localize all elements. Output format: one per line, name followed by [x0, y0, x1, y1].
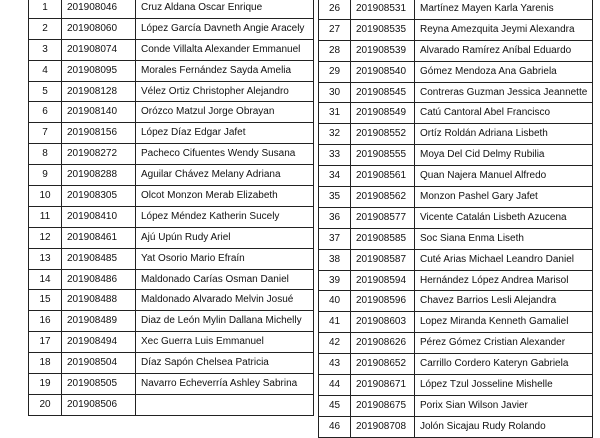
row-number: 20: [29, 394, 62, 415]
student-id: 201908486: [62, 269, 136, 290]
table-row: [29, 186, 314, 207]
row-number: 2: [29, 18, 62, 39]
student-name: Contreras Guzman Jessica Jeannette: [415, 82, 593, 103]
table-row: [29, 0, 314, 18]
student-id: 201908461: [62, 227, 136, 248]
table-row: [319, 19, 593, 40]
student-name: Pacheco Cifuentes Wendy Susana: [136, 144, 314, 165]
student-name: Vélez Ortiz Christopher Alejandro: [136, 81, 314, 102]
table-row: [29, 165, 314, 186]
table-row: [29, 374, 314, 395]
row-number: 15: [29, 290, 62, 311]
row-number: 10: [29, 186, 62, 207]
student-name: Aguilar Chávez Melany Adriana: [136, 165, 314, 186]
table-row: [319, 291, 593, 312]
table-row: [29, 332, 314, 353]
table-row: [319, 145, 593, 166]
student-name: López García Davneth Angie Aracely: [136, 18, 314, 39]
student-id: 201908095: [62, 60, 136, 81]
student-id: 201908596: [351, 291, 415, 312]
row-number: 17: [29, 332, 62, 353]
table-row: [29, 269, 314, 290]
table-row: [319, 375, 593, 396]
student-name: Quan Najera Manuel Alfredo: [415, 166, 593, 187]
student-name: Hernández López Andrea Marisol: [415, 270, 593, 291]
row-number: 34: [319, 166, 351, 187]
student-id: 201908504: [62, 353, 136, 374]
row-number: 19: [29, 374, 62, 395]
student-id: 201908410: [62, 206, 136, 227]
student-id: 201908671: [351, 375, 415, 396]
row-number: 28: [319, 40, 351, 61]
row-number: 35: [319, 187, 351, 208]
student-id: 201908539: [351, 40, 415, 61]
student-id: 201908577: [351, 207, 415, 228]
table-row: [319, 40, 593, 61]
student-name: Catú Cantoral Abel Francisco: [415, 103, 593, 124]
student-id: 201908489: [62, 311, 136, 332]
row-number: 44: [319, 375, 351, 396]
student-id: 201908046: [62, 0, 136, 18]
student-name: Moya Del Cid Delmy Rubilia: [415, 145, 593, 166]
student-name: Díaz Sapón Chelsea Patricia: [136, 353, 314, 374]
table-row: [29, 248, 314, 269]
student-name: Ortíz Roldán Adriana Lisbeth: [415, 124, 593, 145]
student-id: 201908562: [351, 187, 415, 208]
row-number: 37: [319, 228, 351, 249]
table-row: [319, 187, 593, 208]
student-id: 201908585: [351, 228, 415, 249]
student-name: Xec Guerra Luis Emmanuel: [136, 332, 314, 353]
table-row: [319, 0, 593, 19]
row-number: 3: [29, 39, 62, 60]
table-row: [29, 102, 314, 123]
table-row: [319, 207, 593, 228]
student-id: 201908272: [62, 144, 136, 165]
table-row: [29, 290, 314, 311]
table-row: [319, 166, 593, 187]
student-name: Maldonado Carías Osman Daniel: [136, 269, 314, 290]
table-row: [29, 311, 314, 332]
row-number: 45: [319, 395, 351, 416]
row-number: 30: [319, 82, 351, 103]
student-name: Chavez Barrios Lesli Alejandra: [415, 291, 593, 312]
student-name: Monzon Pashel Gary Jafet: [415, 187, 593, 208]
student-name: Cruz Aldana Oscar Enrique: [136, 0, 314, 18]
student-id: 201908626: [351, 333, 415, 354]
student-name: Orózco Matzul Jorge Obrayan: [136, 102, 314, 123]
row-number: 38: [319, 249, 351, 270]
student-id: 201908708: [351, 416, 415, 437]
table-row: [29, 123, 314, 144]
student-id: 201908305: [62, 186, 136, 207]
student-name: Navarro Echeverría Ashley Sabrina: [136, 374, 314, 395]
student-name: Maldonado Alvarado Melvin Josué: [136, 290, 314, 311]
student-name: Conde Villalta Alexander Emmanuel: [136, 39, 314, 60]
student-id: 201908549: [351, 103, 415, 124]
table-row: [29, 81, 314, 102]
student-name: López Tzul Josseline Mishelle: [415, 375, 593, 396]
student-id: 201908060: [62, 18, 136, 39]
student-list-table-right: [318, 0, 593, 438]
student-id: 201908488: [62, 290, 136, 311]
row-number: 5: [29, 81, 62, 102]
student-id: 201908675: [351, 395, 415, 416]
student-id: 201908561: [351, 166, 415, 187]
row-number: 39: [319, 270, 351, 291]
student-name: Cuté Arias Michael Leandro Daniel: [415, 249, 593, 270]
row-number: 33: [319, 145, 351, 166]
student-name: Pérez Gómez Cristian Alexander: [415, 333, 593, 354]
table-row: [319, 312, 593, 333]
student-name: López Díaz Edgar Jafet: [136, 123, 314, 144]
student-name: Lopez Miranda Kenneth Gamaliel: [415, 312, 593, 333]
row-number: 11: [29, 206, 62, 227]
row-number: 8: [29, 144, 62, 165]
student-name: Reyna Amezquita Jeymi Alexandra: [415, 19, 593, 40]
student-id: 201908587: [351, 249, 415, 270]
table-row: [319, 82, 593, 103]
row-number: 16: [29, 311, 62, 332]
table-row: [319, 124, 593, 145]
student-list-body-right: [319, 0, 593, 437]
student-id: 201908545: [351, 82, 415, 103]
table-row: [319, 354, 593, 375]
row-number: 31: [319, 103, 351, 124]
table-row: [29, 394, 314, 415]
student-id: 201908535: [351, 19, 415, 40]
row-number: 18: [29, 353, 62, 374]
student-id: 201908485: [62, 248, 136, 269]
row-number: 9: [29, 165, 62, 186]
table-row: [29, 18, 314, 39]
student-id: 201908156: [62, 123, 136, 144]
table-row: [29, 144, 314, 165]
student-id: 201908128: [62, 81, 136, 102]
student-name: Vicente Catalán Lisbeth Azucena: [415, 207, 593, 228]
table-row: [319, 416, 593, 437]
student-id: 201908494: [62, 332, 136, 353]
student-id: 201908506: [62, 394, 136, 415]
student-name: Olcot Monzon Merab Elizabeth: [136, 186, 314, 207]
row-number: 14: [29, 269, 62, 290]
student-name: López Méndez Katherin Sucely: [136, 206, 314, 227]
table-row: [319, 333, 593, 354]
row-number: 27: [319, 19, 351, 40]
table-row: [29, 39, 314, 60]
row-number: 41: [319, 312, 351, 333]
student-id: 201908652: [351, 354, 415, 375]
student-name: Carrillo Cordero Kateryn Gabriela: [415, 354, 593, 375]
student-id: 201908552: [351, 124, 415, 145]
student-id: 201908140: [62, 102, 136, 123]
table-row: [319, 270, 593, 291]
student-id: 201908505: [62, 374, 136, 395]
table-row: [319, 249, 593, 270]
student-list-table-left: [28, 0, 314, 416]
table-row: [29, 227, 314, 248]
row-number: 12: [29, 227, 62, 248]
student-id: 201908531: [351, 0, 415, 19]
row-number: 7: [29, 123, 62, 144]
student-name: Soc Siana Enma Liseth: [415, 228, 593, 249]
row-number: 6: [29, 102, 62, 123]
student-name: [136, 394, 314, 415]
row-number: 40: [319, 291, 351, 312]
student-id: 201908603: [351, 312, 415, 333]
student-name: Alvarado Ramírez Aníbal Eduardo: [415, 40, 593, 61]
table-row: [29, 60, 314, 81]
student-id: 201908594: [351, 270, 415, 291]
student-list-body-left: [29, 0, 314, 415]
table-row: [29, 206, 314, 227]
row-number: 46: [319, 416, 351, 437]
student-name: Ajú Upún Rudy Ariel: [136, 227, 314, 248]
row-number: 43: [319, 354, 351, 375]
student-name: Jolón Sicajau Rudy Rolando: [415, 416, 593, 437]
row-number: 42: [319, 333, 351, 354]
row-number: 4: [29, 60, 62, 81]
table-row: [319, 395, 593, 416]
student-name: Diaz de León Mylin Dallana Michelly: [136, 311, 314, 332]
student-id: 201908540: [351, 61, 415, 82]
row-number: 29: [319, 61, 351, 82]
table-row: [29, 353, 314, 374]
table-row: [319, 103, 593, 124]
student-id: 201908288: [62, 165, 136, 186]
student-id: 201908074: [62, 39, 136, 60]
student-name: Gómez Mendoza Ana Gabriela: [415, 61, 593, 82]
row-number: 26: [319, 0, 351, 19]
row-number: 32: [319, 124, 351, 145]
student-name: Yat Osorio Mario Efraín: [136, 248, 314, 269]
row-number: 1: [29, 0, 62, 18]
student-name: Morales Fernández Sayda Amelia: [136, 60, 314, 81]
student-name: Porix Sian Wilson Javier: [415, 395, 593, 416]
table-row: [319, 228, 593, 249]
row-number: 13: [29, 248, 62, 269]
student-id: 201908555: [351, 145, 415, 166]
row-number: 36: [319, 207, 351, 228]
table-row: [319, 61, 593, 82]
student-name: Martínez Mayen Karla Yarenis: [415, 0, 593, 19]
